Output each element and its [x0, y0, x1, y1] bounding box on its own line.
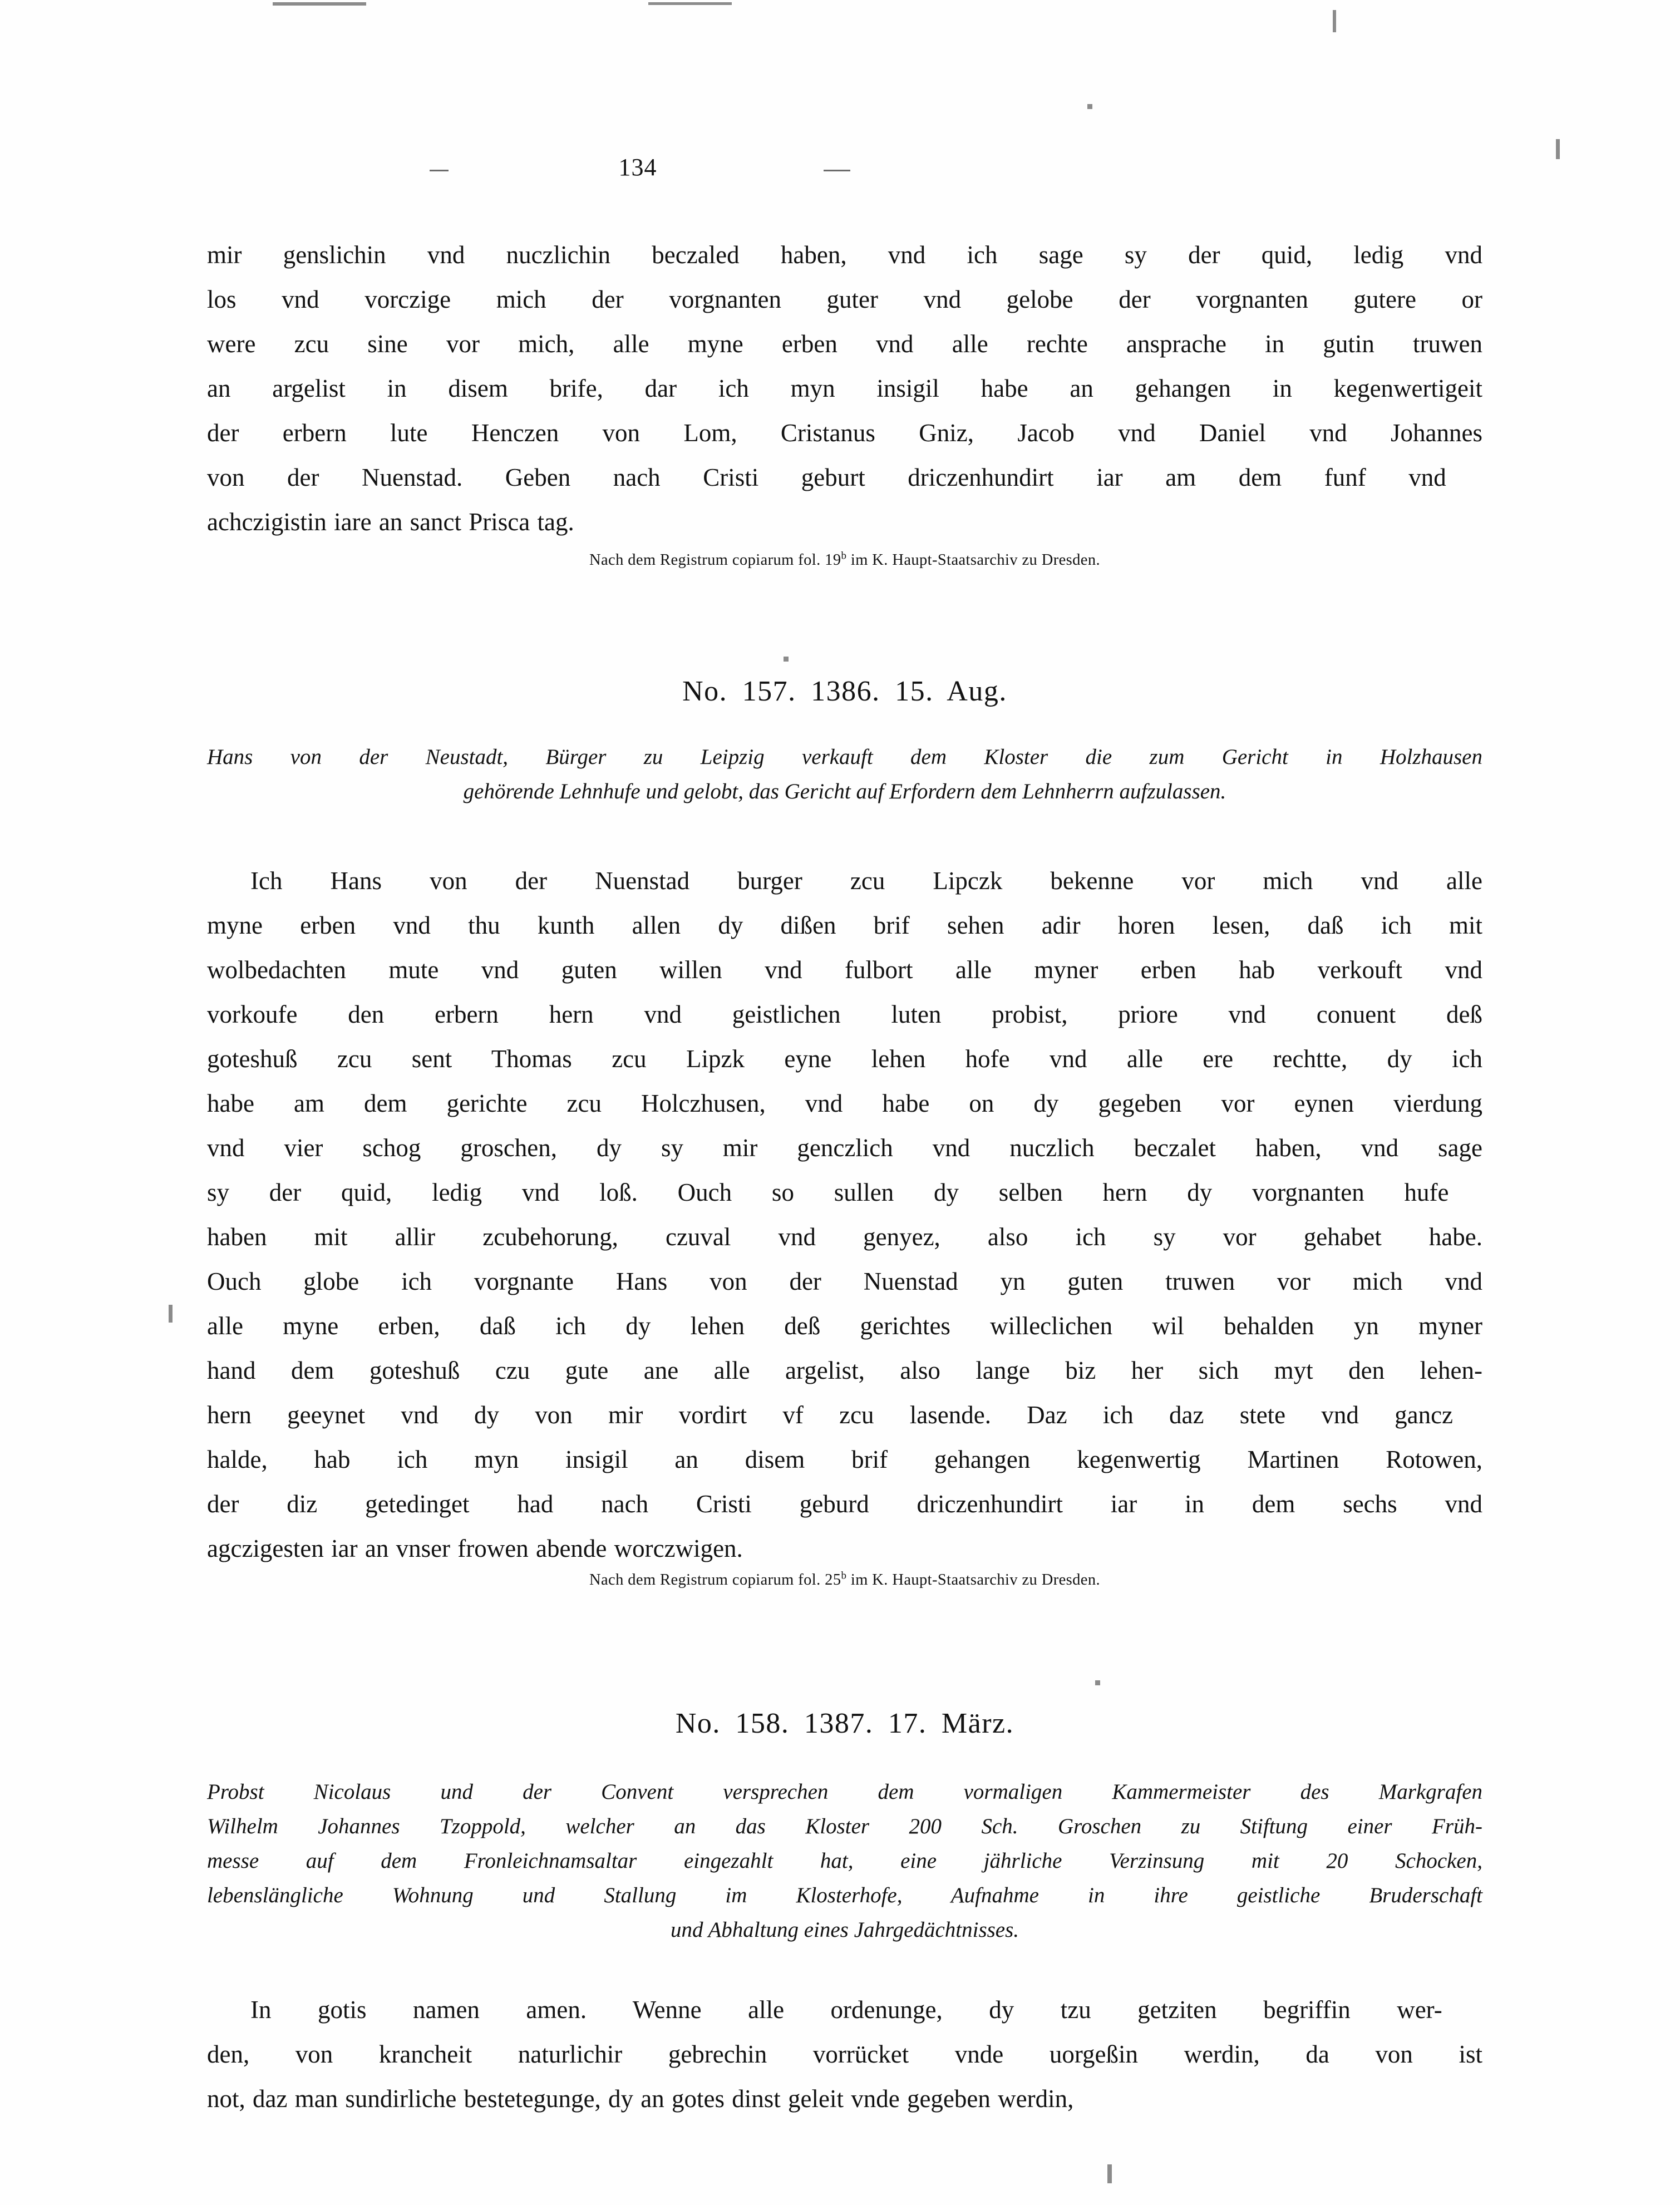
body-line: der diz getedinget had nach Cristi geburd driczenhundirt iar in dem sechs vnd — [207, 1490, 1482, 1518]
regest-line: messe auf dem Fronleichnamsaltar eingezahlt hat, eine jährliche Verzinsung mit 20 Schocken, — [207, 1849, 1482, 1873]
charter-regest-157 — [207, 740, 1482, 809]
scan-artifact — [784, 657, 789, 662]
folio-superscript: b — [841, 550, 847, 562]
body-line: In gotis namen amen. Wenne alle ordenunge, dy tzu getziten begriffin wer- — [250, 1996, 1442, 2024]
source-prefix: Nach dem Registrum copiarum fol. 19 — [589, 551, 841, 569]
body-line: an argelist in disem brife, dar ich myn insigil habe an gehangen in kegenwertigeit — [207, 374, 1482, 402]
regest-line: und Abhaltung eines Jahrgedächtnisses. — [670, 1918, 1019, 1942]
regest-line: Hans von der Neustadt, Bürger zu Leipzig verkauft dem Kloster die zum Gericht in Holzhausen — [207, 745, 1482, 769]
body-line: vnd vier schog groschen, dy sy mir genczlich vnd nuczlich beczalet haben, vnd sage — [207, 1134, 1482, 1162]
body-line: were zcu sine vor mich, alle myne erben vnd alle rechte ansprache in gutin truwen — [207, 330, 1482, 358]
body-line: den, von krancheit naturlichir gebrechin vorrücket vnde uorgeßin werdin, da von ist — [207, 2040, 1482, 2068]
scan-artifact — [1095, 1680, 1100, 1685]
body-line: halde, hab ich myn insigil an disem brif gehangen kegenwertig Martinen Rotowen, — [207, 1446, 1482, 1473]
running-head-rule-left — [430, 170, 449, 171]
page-number: 134 — [618, 154, 657, 181]
scan-artifact — [648, 2, 732, 5]
body-line: hern geeynet vnd dy von mir vordirt vf zcu lasende. Daz ich daz stete vnd gancz — [207, 1401, 1454, 1429]
source-prefix: Nach dem Registrum copiarum fol. 25 — [589, 1571, 841, 1589]
running-head-rule-right — [824, 170, 850, 171]
source-suffix: im K. Haupt-Staatsarchiv zu Dresden. — [846, 1571, 1101, 1589]
body-line: myne erben vnd thu kunth allen dy dißen brif sehen adir horen lesen, daß ich mit — [207, 911, 1482, 939]
charter-regest-158 — [207, 1775, 1482, 1947]
body-line: sy der quid, ledig vnd loß. Ouch so sullen dy selben hern dy vorgnanten hufe — [207, 1178, 1449, 1206]
regest-line: Probst Nicolaus und der Convent versprechen dem vormaligen Kammermeister des Markgrafen — [207, 1780, 1482, 1804]
scan-artifact — [1107, 2164, 1112, 2183]
body-line: der erbern lute Henczen von Lom, Cristanus Gniz, Jacob vnd Daniel vnd Johannes — [207, 419, 1482, 447]
body-line: not, daz man sundirliche bestetegunge, dy an gotes dinst geleit vnde gegeben werdin, — [207, 2085, 1074, 2113]
body-line: Ouch globe ich vorgnante Hans von der Nuenstad yn guten truwen vor mich vnd — [207, 1267, 1482, 1295]
body-line: Ich Hans von der Nuenstad burger zcu Lipczk bekenne vor mich vnd alle — [250, 867, 1482, 895]
body-line: achczigistin iare an sanct Prisca tag. — [207, 508, 574, 536]
body-line: hand dem goteshuß czu gute ane alle argelist, also lange biz her sich myt den lehen- — [207, 1356, 1482, 1384]
body-line: goteshuß zcu sent Thomas zcu Lipzk eyne lehen hofe vnd alle ere rechtte, dy ich — [207, 1045, 1482, 1073]
regest-line: gehörende Lehnhufe und gelobt, das Gericht auf Erfordern dem Lehnherrn aufzulassen. — [463, 780, 1226, 803]
folio-superscript: b — [841, 1570, 847, 1582]
charter-heading-158: No. 158. 1387. 17. März. — [675, 1708, 1014, 1739]
body-line: vorkoufe den erbern hern vnd geistlichen luten probist, priore vnd conuent deß — [207, 1000, 1482, 1028]
regest-line: lebenslängliche Wohnung und Stallung im Klosterhofe, Aufnahme in ihre geistliche Bruderschaft — [207, 1883, 1482, 1907]
scan-artifact — [169, 1305, 173, 1323]
body-line: haben mit allir zcubehorung, czuval vnd genyez, also ich sy vor gehabet habe. — [207, 1223, 1482, 1251]
scan-artifact — [1556, 139, 1560, 159]
regest-line: Wilhelm Johannes Tzoppold, welcher an das Kloster 200 Sch. Groschen zu Stiftung einer Früh- — [207, 1814, 1482, 1838]
scan-artifact — [1087, 104, 1092, 109]
body-line: wolbedachten mute vnd guten willen vnd fulbort alle myner erben hab verkouft vnd — [207, 956, 1482, 984]
charter-heading-157: No. 157. 1386. 15. Aug. — [682, 675, 1007, 707]
body-line: los vnd vorczige mich der vorgnanten guter vnd gelobe der vorgnanten gutere or — [207, 285, 1482, 313]
charter-body-158 — [207, 1987, 1482, 2121]
source-citation — [207, 1568, 1482, 1592]
body-line: von der Nuenstad. Geben nach Cristi geburt driczenhundirt iar am dem funf vnd — [207, 463, 1446, 491]
body-line: mir genslichin vnd nuczlichin beczaled haben, vnd ich sage sy der quid, ledig vnd — [207, 241, 1482, 269]
body-line: alle myne erben, daß ich dy lehen deß gerichtes willeclichen wil behalden yn myner — [207, 1312, 1482, 1340]
body-line: agczigesten iar an vnser frowen abende worczwigen. — [207, 1535, 743, 1562]
scan-artifact — [1333, 10, 1336, 32]
charter-body-continuation — [207, 233, 1482, 544]
source-citation — [207, 548, 1482, 573]
charter-body-157 — [207, 859, 1482, 1571]
source-suffix: im K. Haupt-Staatsarchiv zu Dresden. — [846, 551, 1101, 569]
scan-artifact — [273, 2, 366, 6]
body-line: habe am dem gerichte zcu Holczhusen, vnd habe on dy gegeben vor eynen vierdung — [207, 1089, 1482, 1117]
